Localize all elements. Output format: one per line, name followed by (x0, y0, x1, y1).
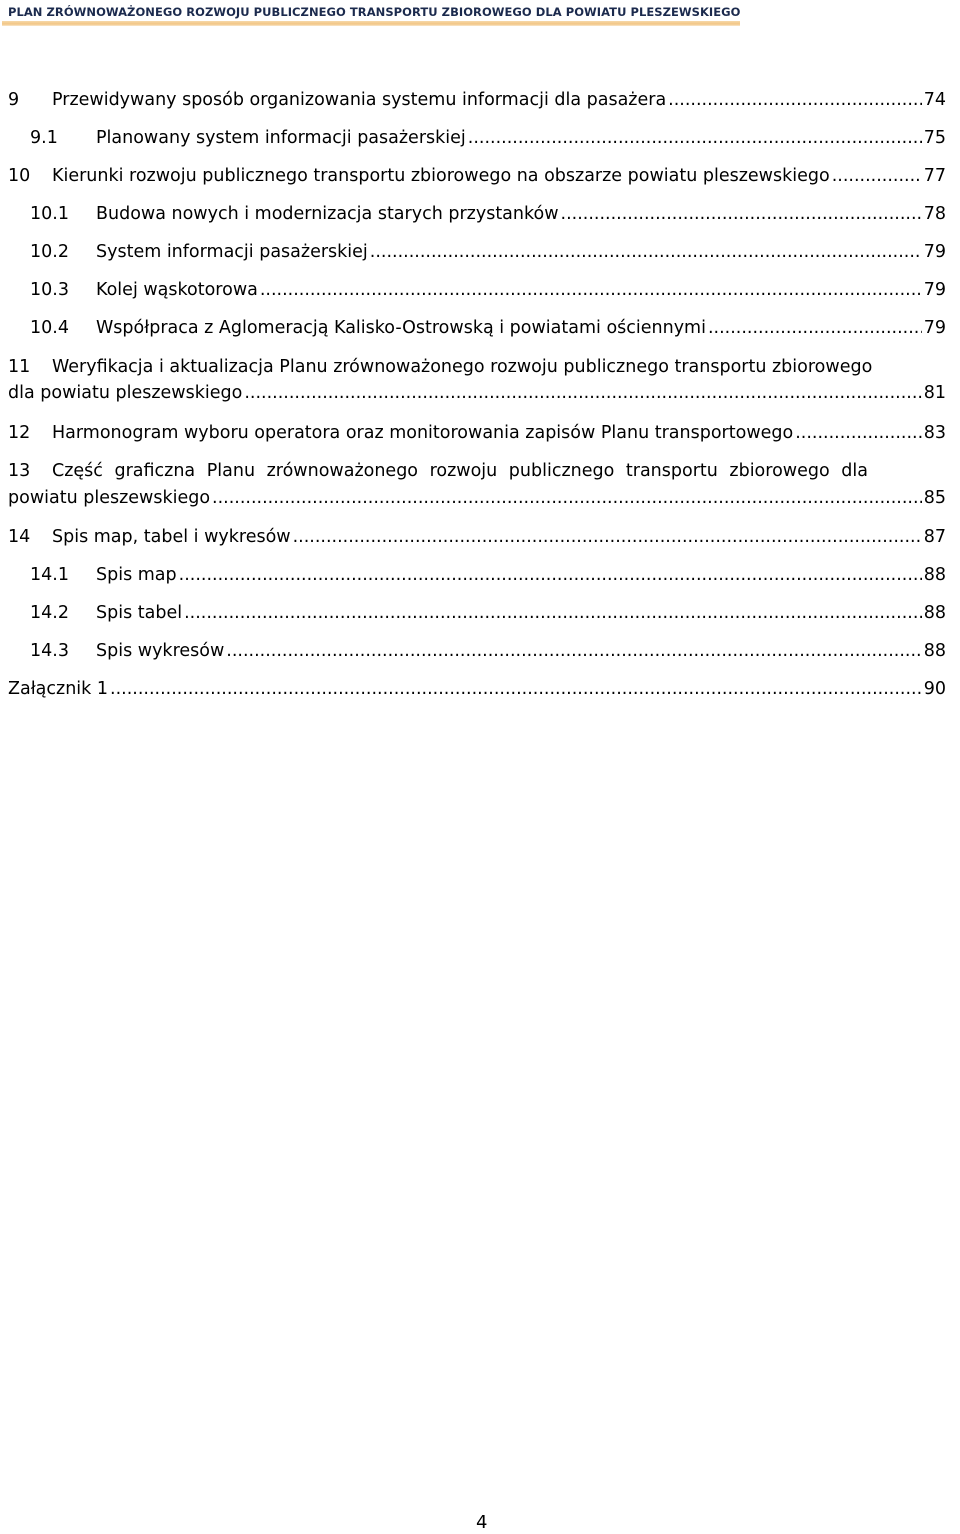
dot-leader (468, 125, 922, 151)
toc-entry[interactable] (8, 420, 946, 446)
toc-entry[interactable] (30, 562, 946, 588)
dot-leader (260, 277, 922, 303)
toc-title: System informacji pasażerskiej (96, 242, 368, 262)
toc-number: 14.1 (30, 565, 69, 585)
toc-number: 10.2 (30, 242, 69, 262)
toc-page: 79 (923, 318, 946, 338)
dot-leader (184, 600, 922, 626)
page-number: 4 (476, 1512, 488, 1533)
toc-entry[interactable] (8, 163, 946, 189)
toc-title: Spis wykresów (96, 641, 225, 661)
toc-title: Załącznik 1 (8, 679, 109, 699)
toc-entry[interactable] (30, 277, 946, 303)
toc-page: 88 (923, 641, 946, 661)
toc-entry-line (8, 354, 958, 380)
toc-title: Część graficzna Planu zrównoważonego rozwoju publicznego transportu zbiorowego dla (52, 461, 868, 481)
toc-number: 9.1 (30, 128, 58, 148)
toc-page: 85 (923, 488, 946, 508)
dot-leader (244, 380, 921, 406)
toc-page: 79 (923, 242, 946, 262)
toc-title-continued: dla powiatu pleszewskiego (8, 383, 243, 403)
toc-number: 10.4 (30, 318, 69, 338)
toc-title: Kolej wąskotorowa (96, 280, 258, 300)
toc-page: 81 (923, 383, 946, 403)
toc-entry[interactable] (30, 239, 946, 265)
dot-leader (370, 239, 922, 265)
document-title: PLAN ZRÓWNOWAŻONEGO ROZWOJU PUBLICZNEGO TRANSPORTU ZBIOROWEGO DLA POWIATU PLESZEWSKIEGO (8, 5, 741, 19)
toc-entry[interactable] (8, 524, 946, 550)
toc-title: Przewidywany sposób organizowania systemu informacji dla pasażera (52, 90, 667, 110)
toc-entry[interactable] (30, 315, 946, 341)
toc-entry[interactable] (30, 600, 946, 626)
toc-entry[interactable] (8, 676, 946, 702)
toc-number: 9 (8, 90, 20, 110)
dot-leader (293, 524, 922, 550)
toc-page: 88 (923, 565, 946, 585)
toc-title: Spis map, tabel i wykresów (52, 527, 291, 547)
toc-title: Budowa nowych i modernizacja starych przystanków (96, 204, 559, 224)
toc-page: 88 (923, 603, 946, 623)
dot-leader (668, 87, 922, 113)
toc-title: Harmonogram wyboru operatora oraz monitorowania zapisów Planu transportowego (52, 423, 794, 443)
toc-page: 77 (923, 166, 946, 186)
running-header (0, 0, 960, 30)
toc-page: 78 (923, 204, 946, 224)
toc-entry[interactable] (8, 87, 946, 113)
toc-title: Współpraca z Aglomeracją Kalisko-Ostrowską i powiatami ościennymi (96, 318, 706, 338)
toc-number: 14.2 (30, 603, 69, 623)
dot-leader (179, 562, 922, 588)
dot-leader (708, 315, 922, 341)
toc-entry[interactable] (30, 638, 946, 664)
toc-number: 14 (8, 527, 31, 547)
dot-leader (832, 163, 922, 189)
toc-entry[interactable] (30, 201, 946, 227)
toc-number: 12 (8, 423, 31, 443)
toc-number: 13 (8, 461, 31, 481)
toc-number: 10.1 (30, 204, 69, 224)
dot-leader (110, 676, 922, 702)
toc-title-continued: powiatu pleszewskiego (8, 488, 211, 508)
toc-page: 83 (923, 423, 946, 443)
dot-leader (226, 638, 921, 664)
toc-number: 10 (8, 166, 31, 186)
toc-number: 10.3 (30, 280, 69, 300)
toc-title: Spis tabel (96, 603, 183, 623)
toc-page: 74 (923, 90, 946, 110)
dot-leader (561, 201, 922, 227)
toc-entry[interactable] (30, 125, 946, 151)
toc-title: Planowany system informacji pasażerskiej (96, 128, 466, 148)
toc-entry-line (8, 380, 946, 406)
toc-title: Spis map (96, 565, 177, 585)
header-divider (2, 21, 740, 26)
toc-entry-line (8, 458, 958, 484)
toc-entry-line (8, 485, 946, 511)
toc-page: 79 (923, 280, 946, 300)
toc-number: 11 (8, 357, 31, 377)
toc-page: 90 (923, 679, 946, 699)
toc-title: Kierunki rozwoju publicznego transportu zbiorowego na obszarze powiatu pleszewskiego (52, 166, 830, 186)
toc-page: 75 (923, 128, 946, 148)
toc-number: 14.3 (30, 641, 69, 661)
dot-leader (795, 420, 922, 446)
toc-page: 87 (923, 527, 946, 547)
dot-leader (212, 485, 922, 511)
toc-title: Weryfikacja i aktualizacja Planu zrównoważonego rozwoju publicznego transportu zbiorowego (52, 357, 873, 377)
